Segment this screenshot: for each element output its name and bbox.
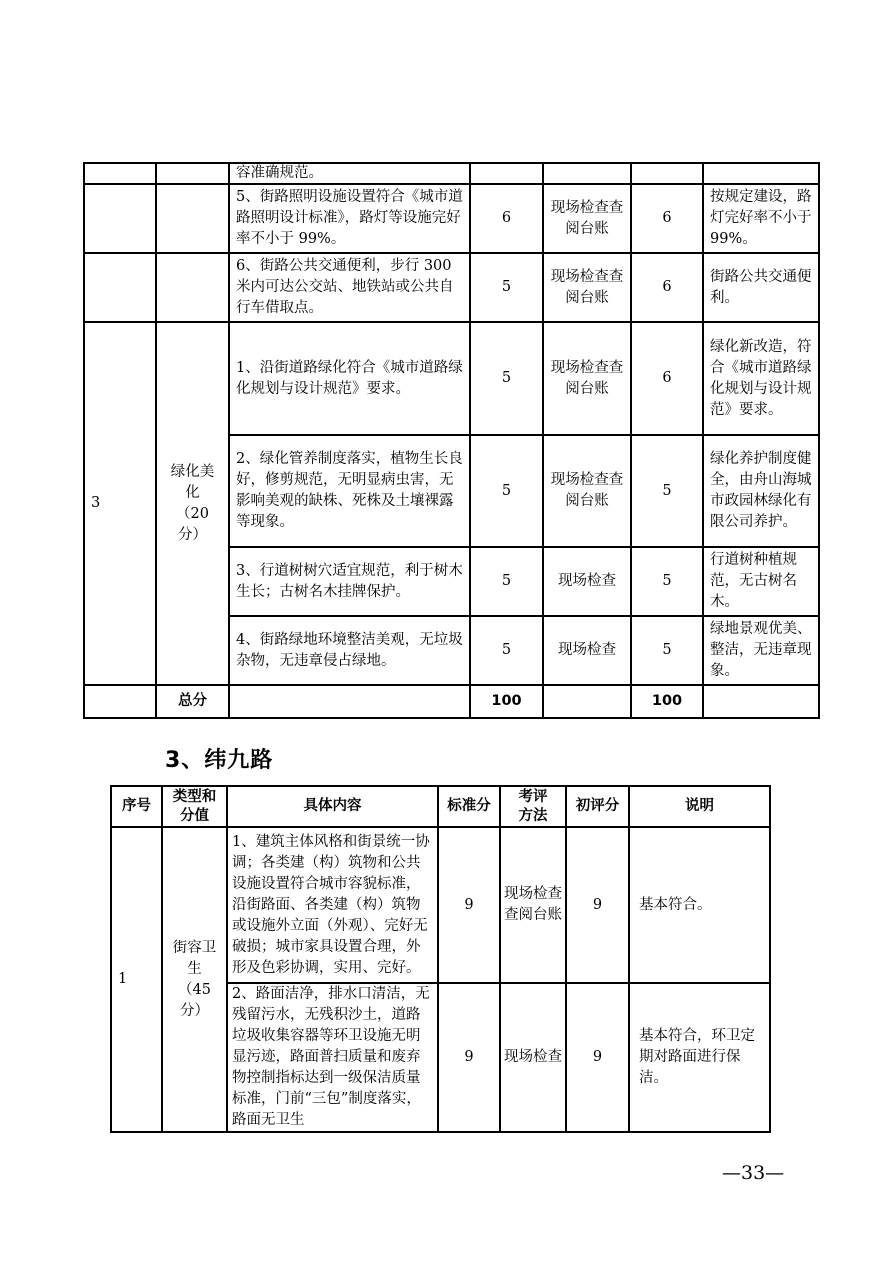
standard-score-cell: 5 [470, 547, 543, 616]
content-cell: 2、绿化管养制度落实，植物生长良好，修剪规范，无明显病虫害，无影响美观的缺株、死株及土壤裸露等现象。 [229, 435, 470, 547]
note-cell: 基本符合。 [629, 827, 770, 983]
standard-score-cell: 6 [470, 184, 543, 253]
initial-score-cell: 6 [631, 253, 703, 322]
section-heading: 3、纬九路 [165, 748, 274, 773]
category-cell: 绿化美化（20分） [156, 322, 229, 685]
standard-score-cell: 9 [438, 983, 500, 1132]
note-cell: 绿地景观优美、整洁，无违章现象。 [703, 616, 819, 685]
note-cell: 行道树种植规范，无古树名木。 [703, 547, 819, 616]
content-cell: 6、街路公共交通便利，步行 300 米内可达公交站、地铁站或公共自行车借取点。 [229, 253, 470, 322]
table-row [84, 253, 819, 322]
method-cell: 现场检查查阅台账 [543, 184, 631, 253]
category-cell: 街容卫生（45分） [162, 827, 227, 1132]
initial-score-cell: 5 [631, 435, 703, 547]
note-cell: 街路公共交通便利。 [703, 253, 819, 322]
row-number-cell: 3 [84, 322, 156, 685]
total-standard-score: 100 [470, 685, 543, 718]
header-no: 序号 [111, 786, 162, 827]
note-cell: 基本符合，环卫定期对路面进行保洁。 [629, 983, 770, 1132]
content-cell: 容准确规范。 [229, 163, 470, 184]
method-cell: 现场检查 [500, 983, 566, 1132]
total-initial-score: 100 [631, 685, 703, 718]
initial-score-cell: 6 [631, 322, 703, 435]
initial-score-cell: 5 [631, 547, 703, 616]
header-method: 考评方法 [500, 786, 566, 827]
table-row [84, 322, 819, 435]
header-type: 类型和分值 [162, 786, 227, 827]
method-cell: 现场检查 [543, 547, 631, 616]
header-content: 具体内容 [227, 786, 438, 827]
table-row [111, 827, 770, 983]
method-cell: 现场检查查阅台账 [500, 827, 566, 983]
content-cell: 1、建筑主体风格和街景统一协调；各类建（构）筑物和公共设施设置符合城市容貌标准，沿街路面、各类建（构）筑物或设施外立面（外观）、完好无破损；城市家具设置合理，外形及色彩协调，实用、完好。 [227, 827, 438, 983]
content-cell: 2、路面洁净，排水口清洁，无残留污水，无残积沙土，道路垃圾收集容器等环卫设施无明显污迹，路面普扫质量和废弃物控制指标达到一级保洁质量标准，门前“三包”制度落实，路面无卫生 [227, 983, 438, 1132]
standard-score-cell: 5 [470, 435, 543, 547]
content-cell: 3、行道树树穴适宜规范，利于树木生长；古树名木挂牌保护。 [229, 547, 470, 616]
method-cell: 现场检查查阅台账 [543, 253, 631, 322]
method-cell: 现场检查查阅台账 [543, 322, 631, 435]
total-row [84, 685, 819, 718]
method-cell: 现场检查查阅台账 [543, 435, 631, 547]
assessment-table [110, 785, 771, 1133]
note-cell: 绿化养护制度健全，由舟山海城市政园林绿化有限公司养护。 [703, 435, 819, 547]
content-cell: 1、沿街道路绿化符合《城市道路绿化规划与设计规范》要求。 [229, 322, 470, 435]
header-note: 说明 [629, 786, 770, 827]
assessment-table-continued [83, 162, 820, 719]
standard-score-cell: 5 [470, 253, 543, 322]
row-number-cell: 1 [111, 827, 162, 1132]
standard-score-cell: 9 [438, 827, 500, 983]
initial-score-cell: 5 [631, 616, 703, 685]
standard-score-cell: 5 [470, 322, 543, 435]
note-cell: 按规定建设，路灯完好率不小于 99%。 [703, 184, 819, 253]
table-row [84, 163, 819, 184]
table-row [84, 184, 819, 253]
initial-score-cell: 6 [631, 184, 703, 253]
content-cell: 4、街路绿地环境整洁美观，无垃圾杂物，无违章侵占绿地。 [229, 616, 470, 685]
header-standard: 标准分 [438, 786, 500, 827]
content-cell: 5、街路照明设施设置符合《城市道路照明设计标准》，路灯等设施完好率不小于 99%。 [229, 184, 470, 253]
initial-score-cell: 9 [566, 827, 629, 983]
standard-score-cell: 5 [470, 616, 543, 685]
table-header-row [111, 786, 770, 827]
header-score: 初评分 [566, 786, 629, 827]
total-label: 总分 [156, 685, 229, 718]
initial-score-cell: 9 [566, 983, 629, 1132]
page-number: —33— [722, 1162, 785, 1184]
method-cell: 现场检查 [543, 616, 631, 685]
note-cell: 绿化新改造，符合《城市道路绿化规划与设计规范》要求。 [703, 322, 819, 435]
